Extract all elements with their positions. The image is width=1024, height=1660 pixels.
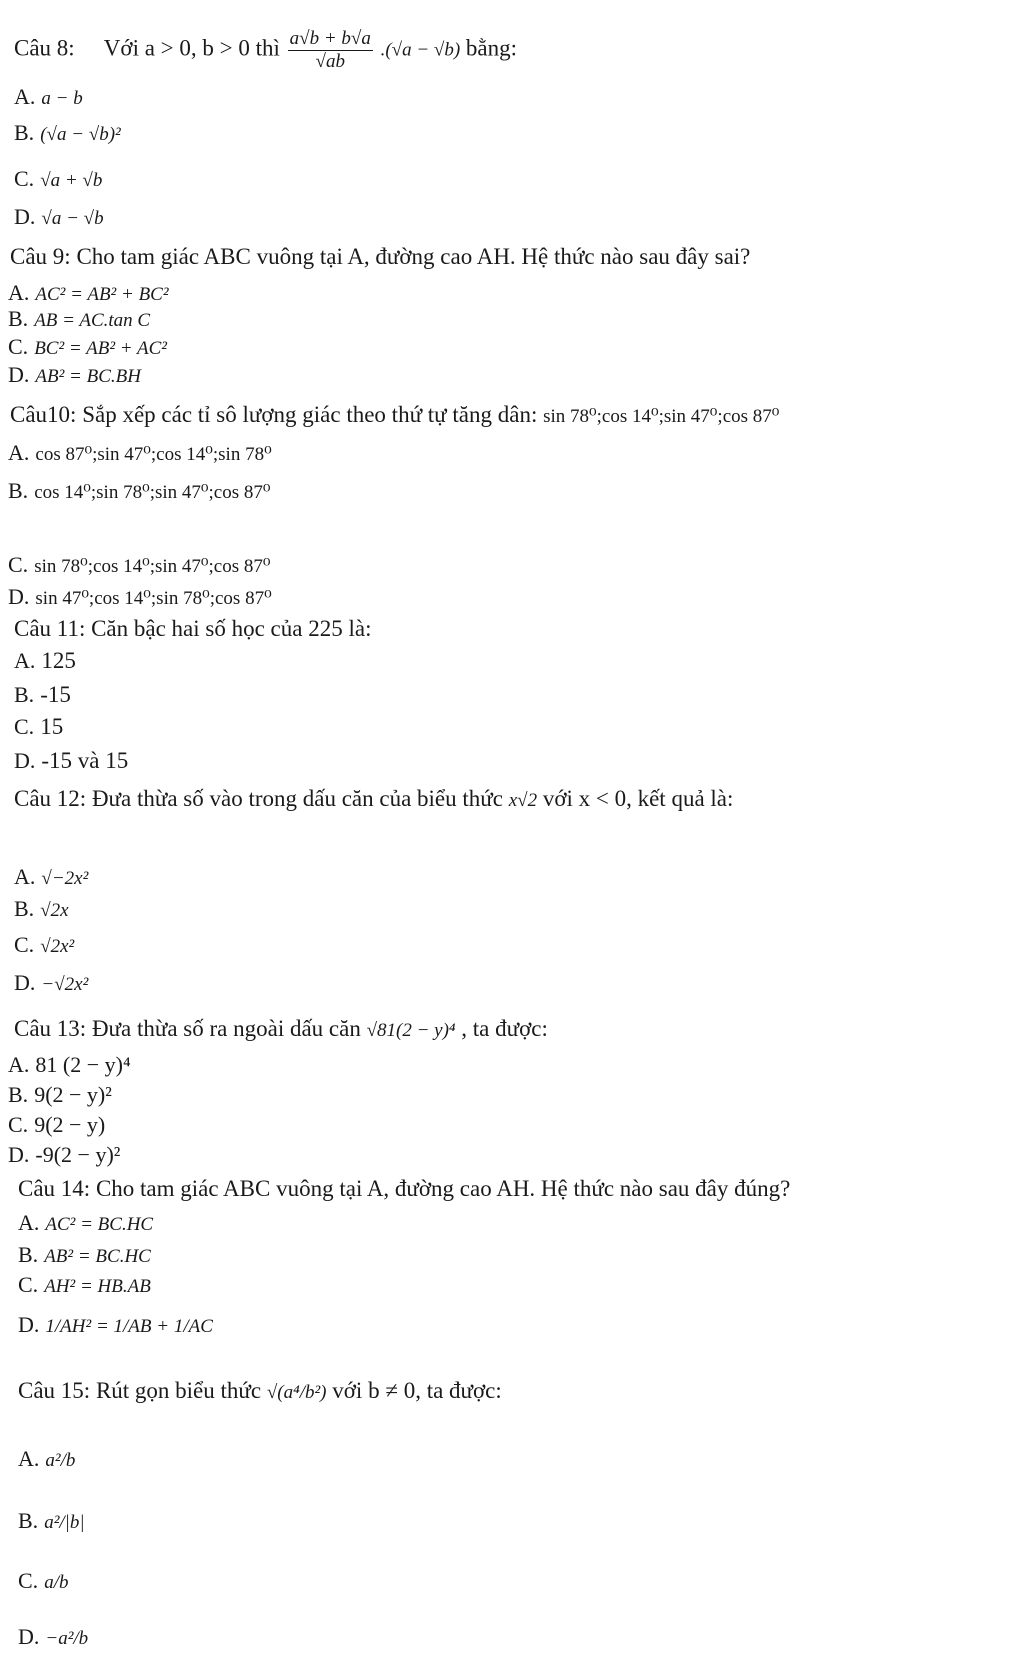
option-text: 81 (2 − y)⁴ — [35, 1052, 131, 1077]
q15-option-d[interactable] — [18, 1624, 88, 1650]
option-label: D. — [8, 362, 30, 387]
option-label: D. — [14, 970, 36, 995]
question-8-fraction — [288, 28, 373, 73]
option-label: B. — [8, 478, 29, 503]
question-13-suffix: , ta được: — [461, 1016, 548, 1041]
question-8 — [14, 28, 517, 73]
option-text: √a + √b — [40, 170, 103, 191]
option-text: AB² = BC.HC — [44, 1246, 151, 1267]
q10-option-c[interactable] — [8, 552, 271, 578]
option-label: D. — [14, 204, 36, 229]
q9-option-c[interactable] — [8, 334, 167, 360]
option-label: D. — [18, 1312, 40, 1337]
option-text: a − b — [41, 88, 83, 109]
option-text: √2x² — [40, 936, 75, 957]
q12-option-d[interactable] — [14, 970, 88, 996]
question-11-title: Câu 11: Căn bậc hai số học của 225 là: — [14, 616, 372, 641]
option-text: −√2x² — [41, 974, 89, 995]
q12-option-b[interactable] — [14, 896, 69, 922]
q8-option-b[interactable] — [14, 120, 121, 146]
option-label: C. — [14, 166, 35, 191]
option-text: a²/|b| — [44, 1512, 85, 1533]
option-label: A. — [8, 1052, 30, 1077]
q14-option-b[interactable] — [18, 1242, 151, 1268]
q15-option-b[interactable] — [18, 1508, 85, 1534]
question-13-expression: √81(2 − y)⁴ — [366, 1020, 456, 1041]
option-label: D. — [18, 1624, 40, 1649]
option-label: B. — [14, 896, 35, 921]
option-text: −a²/b — [45, 1628, 89, 1649]
option-text: 1/AH² = 1/AB + 1/AC — [45, 1316, 213, 1337]
option-label: A. — [18, 1446, 40, 1471]
question-13 — [14, 1016, 548, 1042]
option-text: 125 — [41, 648, 76, 673]
option-label: B. — [14, 682, 35, 707]
q10-option-d[interactable] — [8, 584, 272, 610]
question-12-expression: x√2 — [508, 790, 538, 811]
q10-option-a[interactable] — [8, 440, 272, 466]
option-label: C. — [14, 714, 35, 739]
option-label: C. — [18, 1568, 39, 1593]
option-label: B. — [14, 120, 35, 145]
option-text: sin 78⁰;cos 14⁰;sin 47⁰;cos 87⁰ — [34, 556, 271, 577]
q13-option-a[interactable] — [8, 1052, 131, 1078]
q14-option-c[interactable] — [18, 1272, 151, 1298]
q10-option-b[interactable] — [8, 478, 271, 504]
option-label: A. — [14, 648, 36, 673]
option-label: A. — [14, 864, 36, 889]
option-text: -9(2 − y)² — [35, 1142, 121, 1167]
option-text: √−2x² — [41, 868, 89, 889]
question-12 — [14, 786, 733, 812]
option-label: A. — [8, 280, 30, 305]
question-14-title: Câu 14: Cho tam giác ABC vuông tại A, đường cao AH. Hệ thức nào sau đây đúng? — [18, 1176, 791, 1201]
option-label: B. — [8, 306, 29, 331]
option-label: C. — [8, 334, 29, 359]
question-12-prefix: Câu 12: Đưa thừa số vào trong dấu căn của biểu thức — [14, 786, 503, 811]
question-8-suffix: bằng: — [465, 35, 518, 61]
option-text: (√a − √b)² — [40, 124, 121, 145]
option-label: A. — [18, 1210, 40, 1235]
option-text: a²/b — [45, 1450, 76, 1471]
q14-option-a[interactable] — [18, 1210, 153, 1236]
option-text: a/b — [44, 1572, 69, 1593]
option-text: AB² = BC.BH — [35, 366, 141, 387]
q15-option-c[interactable] — [18, 1568, 68, 1594]
question-8-fraction-numerator: a√b + b√a — [289, 28, 371, 49]
question-10-expression: sin 78⁰;cos 14⁰;sin 47⁰;cos 87⁰ — [543, 406, 780, 427]
option-text: 9(2 − y)² — [34, 1082, 112, 1107]
question-13-prefix: Câu 13: Đưa thừa số ra ngoài dấu căn — [14, 1016, 361, 1041]
option-text: 9(2 − y) — [34, 1112, 106, 1137]
q8-option-d[interactable] — [14, 204, 104, 230]
option-label: D. — [8, 1142, 30, 1167]
option-label: C. — [8, 1112, 29, 1137]
q13-option-b[interactable] — [8, 1082, 112, 1108]
option-text: 15 — [40, 714, 64, 739]
question-15-suffix: với b ≠ 0, ta được: — [332, 1378, 502, 1403]
option-label: C. — [14, 932, 35, 957]
option-text: AC² = BC.HC — [45, 1214, 154, 1235]
question-9-title: Câu 9: Cho tam giác ABC vuông tại A, đường cao AH. Hệ thức nào sau đây sai? — [10, 244, 751, 269]
question-8-label: Câu 8: — [14, 35, 75, 61]
option-text: cos 87⁰;sin 47⁰;cos 14⁰;sin 78⁰ — [35, 444, 272, 465]
option-text: √a − √b — [41, 208, 104, 229]
q9-option-b[interactable] — [8, 306, 150, 332]
option-label: D. — [14, 748, 36, 773]
option-label: A. — [8, 440, 30, 465]
option-text: cos 14⁰;sin 78⁰;sin 47⁰;cos 87⁰ — [34, 482, 271, 503]
question-15-expression: √(a⁴/b²) — [266, 1382, 327, 1403]
question-12-suffix: với x < 0, kết quả là: — [542, 786, 734, 811]
option-label: B. — [8, 1082, 29, 1107]
question-15-prefix: Câu 15: Rút gọn biểu thức — [18, 1378, 262, 1403]
q11-option-a[interactable] — [14, 648, 76, 674]
q12-option-a[interactable] — [14, 864, 88, 890]
option-text: AH² = HB.AB — [44, 1276, 151, 1297]
option-text: BC² = AB² + AC² — [34, 338, 168, 359]
option-label: A. — [14, 84, 36, 109]
q11-option-b[interactable] — [14, 682, 71, 708]
question-10 — [10, 402, 779, 428]
question-8-fraction-denominator: √ab — [315, 50, 345, 72]
question-8-prefix: Với a > 0, b > 0 thì — [103, 35, 280, 61]
q13-option-d[interactable] — [8, 1142, 120, 1168]
option-label: C. — [18, 1272, 39, 1297]
question-15 — [18, 1378, 502, 1404]
question-10-title: Câu10: Sắp xếp các tỉ sô lượng giác theo thứ tự tăng dân: — [10, 402, 538, 427]
option-text: -15 — [40, 682, 71, 707]
q13-option-c[interactable] — [8, 1112, 105, 1138]
q9-option-d[interactable] — [8, 362, 141, 388]
q9-option-a[interactable] — [8, 280, 169, 306]
option-text: -15 và 15 — [41, 748, 129, 773]
option-label: B. — [18, 1508, 39, 1533]
q15-option-a[interactable] — [18, 1446, 75, 1472]
option-text: √2x — [40, 900, 69, 921]
option-text: sin 47⁰;cos 14⁰;sin 78⁰;cos 87⁰ — [35, 588, 272, 609]
option-label: D. — [8, 584, 30, 609]
question-8-factor: .(√a − √b) — [380, 39, 461, 61]
option-text: AB = AC.tan C — [34, 310, 151, 331]
q11-option-c[interactable] — [14, 714, 63, 740]
option-text: AC² = AB² + BC² — [35, 284, 169, 305]
q12-option-c[interactable] — [14, 932, 74, 958]
q11-option-d[interactable] — [14, 748, 128, 774]
option-label: B. — [18, 1242, 39, 1267]
q8-option-a[interactable] — [14, 84, 83, 110]
option-label: C. — [8, 552, 29, 577]
q14-option-d[interactable] — [18, 1312, 213, 1338]
q8-option-c[interactable] — [14, 166, 102, 192]
